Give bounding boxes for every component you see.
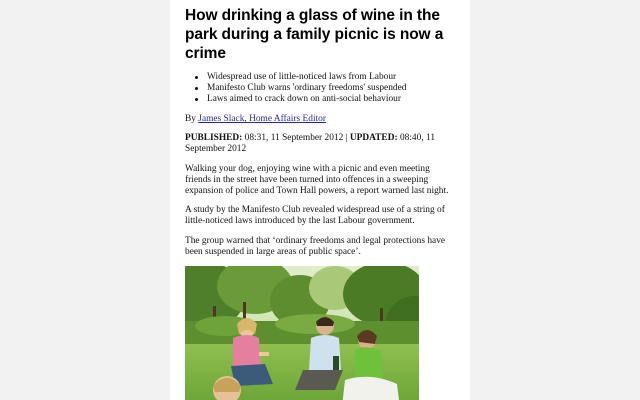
summary-bullet: Manifesto Club warns 'ordinary freedoms' suspended — [207, 83, 457, 94]
summary-bullets — [185, 72, 457, 105]
byline — [185, 114, 457, 125]
article-headline: How drinking a glass of wine in the park during a family picnic is now a crime — [185, 7, 444, 62]
published-value: 08:31, 11 September 2012 — [244, 133, 344, 144]
article-paragraph-3: The group warned that ‘ordinary freedoms and legal protections have been suspended in large areas of public space’. — [185, 235, 446, 257]
updated-label: UPDATED: — [349, 133, 398, 144]
article-paragraph-1: Walking your dog, enjoying wine with a picnic and even meeting friends in the street have been turned into offences in a sweeping expansion of police and Town Hall powers, a report warned last night. — [185, 163, 449, 197]
publish-separator: | — [345, 133, 348, 144]
article-content — [185, 6, 457, 400]
summary-bullet: Laws aimed to crack down on anti-social behaviour — [207, 94, 457, 105]
publish-info — [185, 133, 457, 155]
article-page — [170, 0, 470, 400]
article-photo — [185, 266, 419, 400]
author-link[interactable]: James Slack, Home Affairs Editor — [198, 114, 326, 124]
byline-prefix: By — [185, 114, 196, 124]
published-label: PUBLISHED: — [185, 133, 243, 144]
article-paragraph-2: A study by the Manifesto Club revealed widespread use of a string of little-noticed laws introduced by the last Labour government. — [185, 205, 445, 227]
updated-value: 08:40, 11 September 2012 — [185, 133, 436, 155]
summary-bullet: Widespread use of little-noticed laws from Labour — [207, 72, 457, 83]
picnic-photo-illustration — [185, 266, 419, 400]
